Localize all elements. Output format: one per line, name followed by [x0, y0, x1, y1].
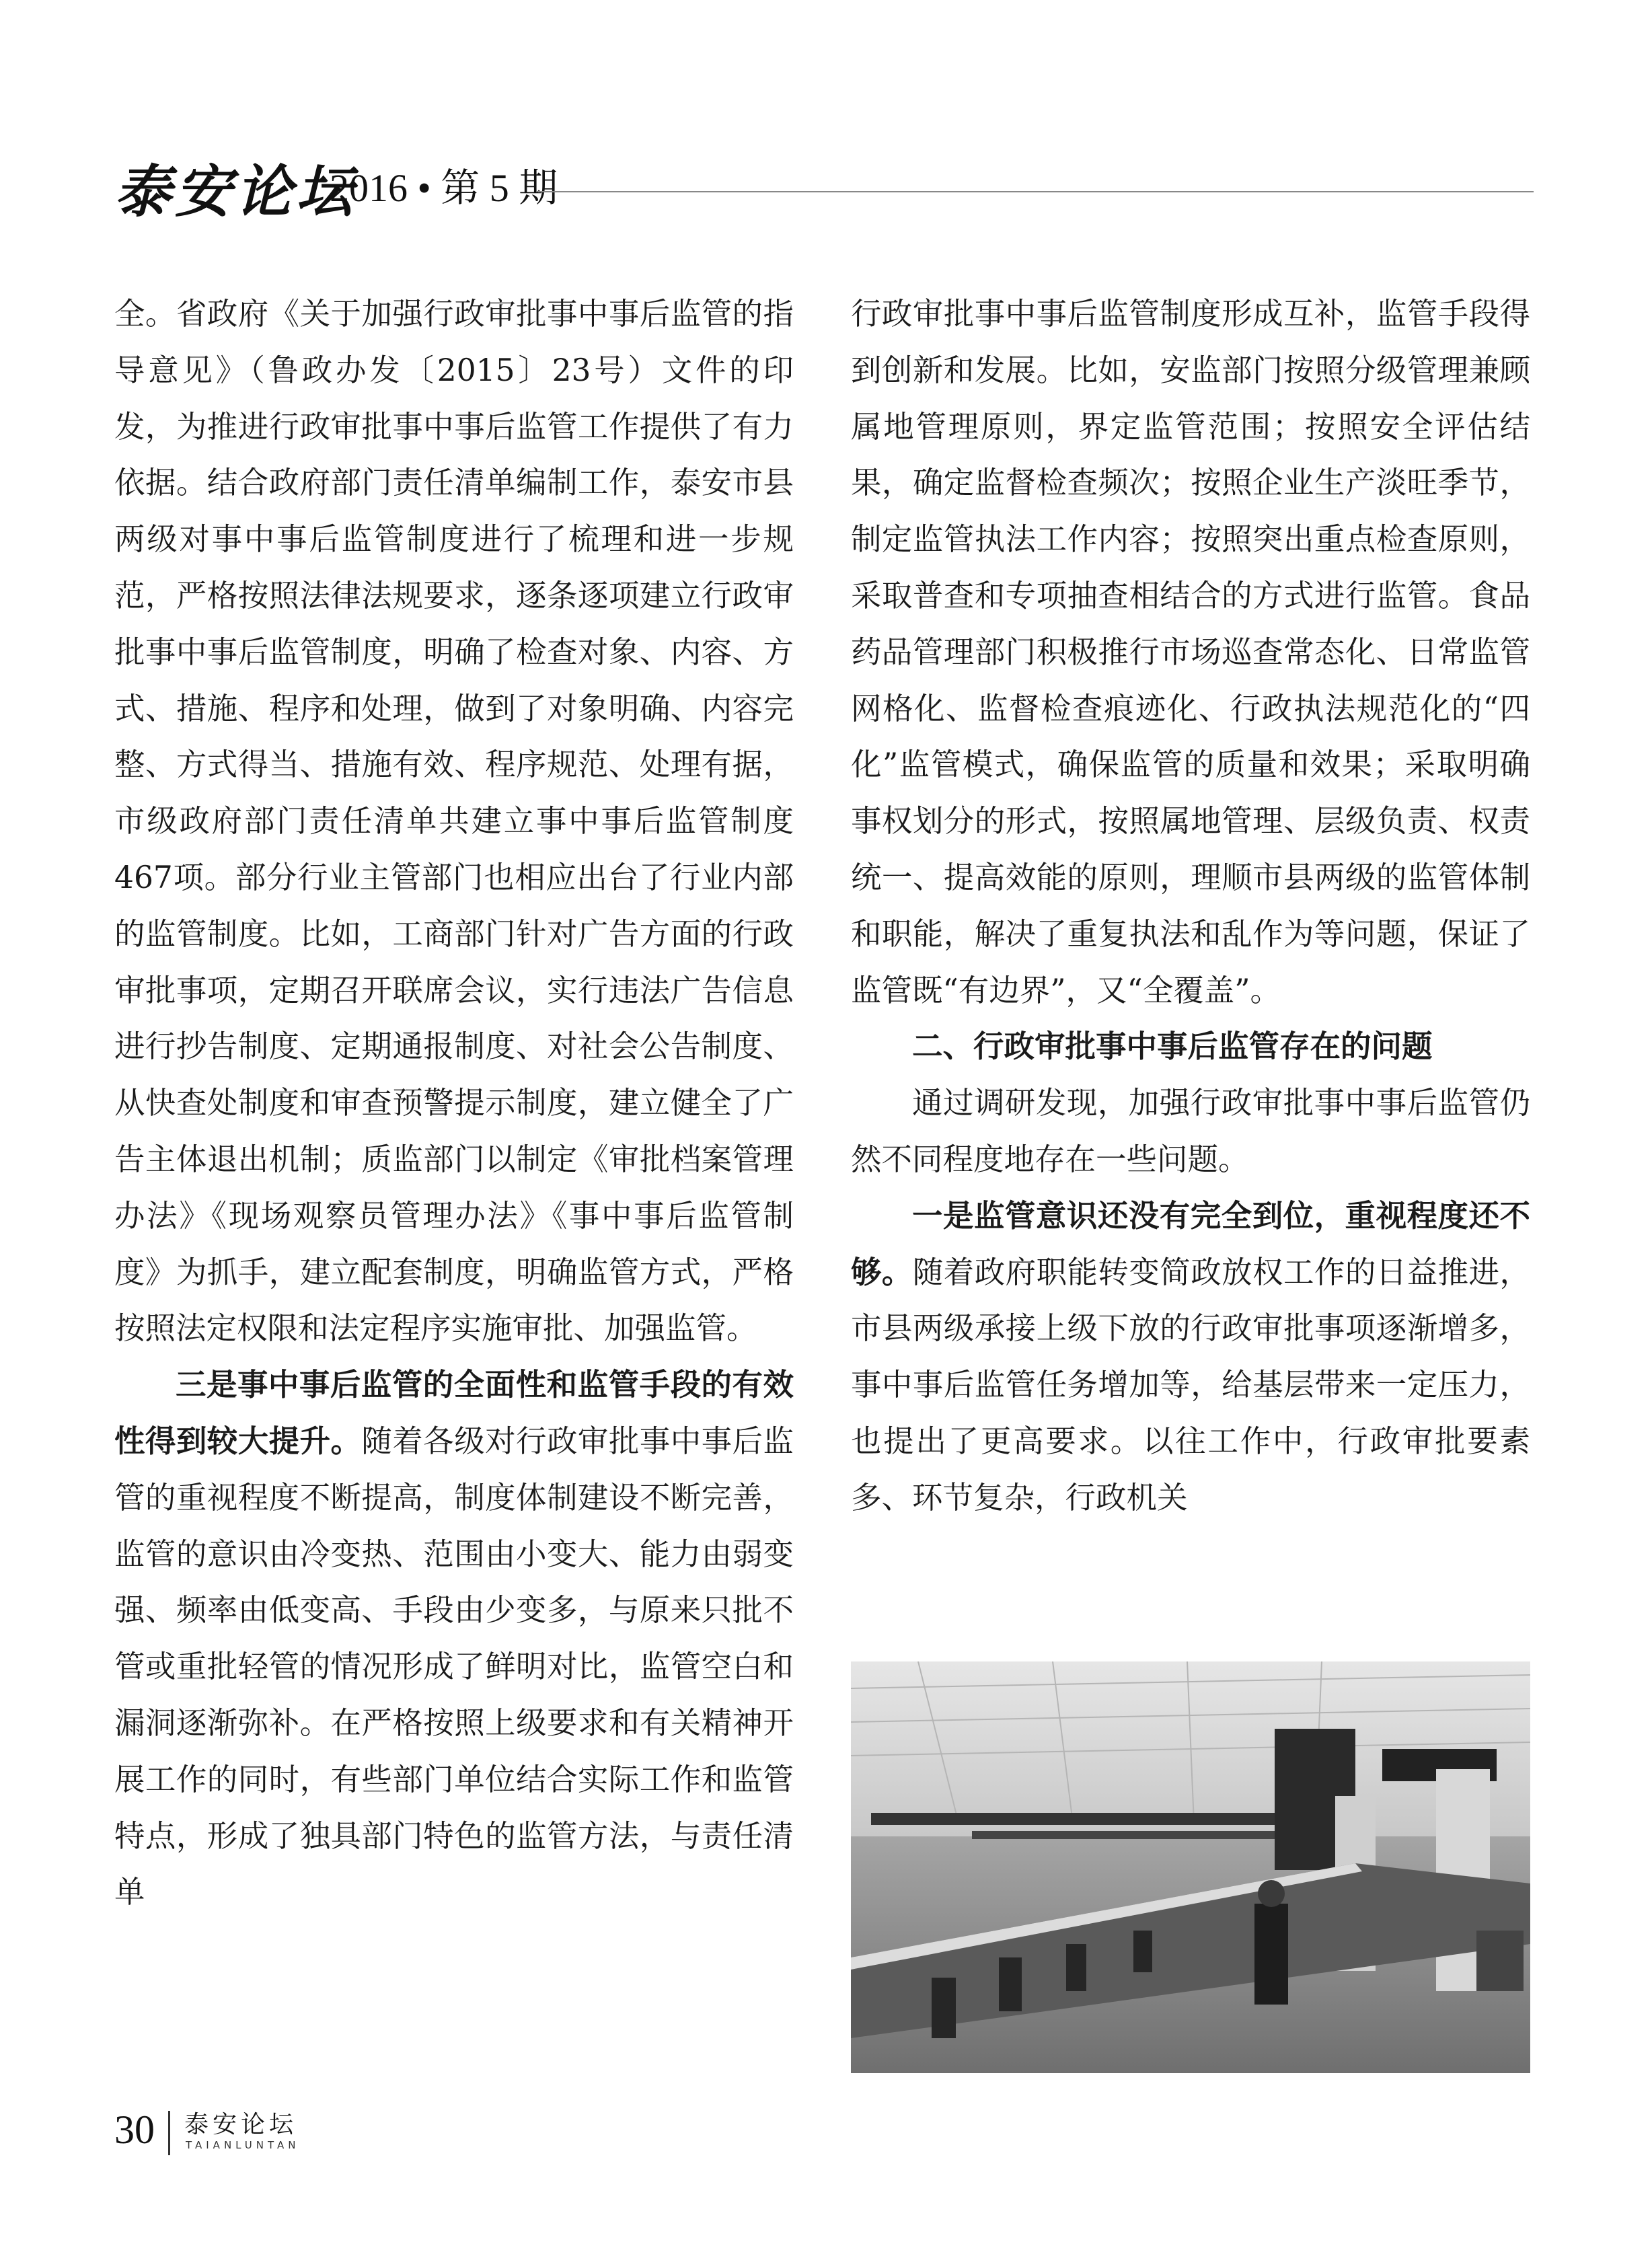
right-column — [851, 286, 1530, 1526]
section-heading: 二、行政审批事中事后监管存在的问题 — [912, 1028, 1433, 1065]
right-paragraph-3-body: 随着政府职能转变简政放权工作的日益推进，市县两级承接上级下放的行政审批事项逐渐增多，事中事后监管任务增加等，给基层带来一定压力，也提出了更高要求。以往工作中，行政审批要素多、环节复杂，行政机关 — [851, 1254, 1530, 1516]
page-header — [108, 135, 1534, 225]
issue-label: 2016 • 第 5 期 — [330, 166, 558, 210]
header-rule — [538, 191, 1534, 192]
left-column — [114, 286, 794, 1920]
left-paragraph-2-lead: 三是事中事后监管的全面性和监管手段的有效性得到较大提升。 — [114, 1366, 794, 1459]
footer-divider — [168, 2111, 170, 2155]
page-footer — [114, 2105, 518, 2166]
page-number: 30 — [114, 2107, 155, 2152]
left-paragraph-2-body: 随着各级对行政审批事中事后监管的重视程度不断提高，制度体制建设不断完善，监管的意识由冷变热、范围由小变大、能力由弱变强、频率由低变高、手段由少变多，与原来只批不管或重批轻管的情况形成了鲜明对比，监管空白和漏洞逐渐弥补。在严格按照上级要求和有关精神开展工作的同时，有些部门单位结合实际工作和监管特点，形成了独具部门特色的监管方法，与责任清单 — [114, 1423, 794, 1910]
service-hall-photo — [851, 1661, 1530, 2073]
right-paragraph-1: 行政审批事中事后监管制度形成互补，监管手段得到创新和发展。比如，安监部门按照分级管理兼顾属地管理原则，界定监管范围；按照安全评估结果，确定监督检查频次；按照企业生产淡旺季节，制定监管执法工作内容；按照突出重点检查原则，采取普查和专项抽查相结合的方式进行监管。食品药品管理部门积极推行市场巡查常态化、日常监管网格化、监督检查痕迹化、行政执法规范化的“四化”监管模式，确保监管的质量和效果；采取明确事权划分的形式，按照属地管理、层级负责、权责统一、提高效能的原则，理顺市县两级的监管体制和职能，解决了重复执法和乱作为等问题，保证了监管既“有边界”，又“全覆盖”。 — [851, 296, 1530, 1008]
left-paragraph-1: 全。省政府《关于加强行政审批事中事后监管的指导意见》（鲁政办发〔2015〕23号）文件的印发，为推进行政审批事中事后监管工作提供了有力依据。结合政府部门责任清单编制工作，泰安市县两级对事中事后监管制度进行了梳理和进一步规范，严格按照法律法规要求，逐条逐项建立行政审批事中事后监管制度，明确了检查对象、内容、方式、措施、程序和处理，做到了对象明确、内容完整、方式得当、措施有效、程序规范、处理有据，市级政府部门责任清单共建立事中事后监管制度467项。部分行业主管部门也相应出台了行业内部的监管制度。比如，工商部门针对广告方面的行政审批事项，定期召开联席会议，实行违法广告信息进行抄告制度、定期通报制度、对社会公告制度、从快查处制度和审查预警提示制度，建立健全了广告主体退出机制；质监部门以制定《审批档案管理办法》《现场观察员管理办法》《事中事后监管制度》为抓手，建立配套制度，明确监管方式，严格按照法定权限和法定程序实施审批、加强监管。 — [114, 296, 794, 1347]
right-paragraph-2: 通过调研发现，加强行政审批事中事后监管仍然不同程度地存在一些问题。 — [851, 1085, 1530, 1177]
service-hall-illustration — [851, 1661, 1530, 2073]
right-paragraph-3-lead: 一是监管意识还没有完全到位，重视程度还不够。 — [851, 1197, 1530, 1290]
journal-brand: 泰安论坛 — [114, 158, 357, 225]
right-paragraph-3 — [851, 1188, 1530, 1526]
footer-pinyin: TAIANLUNTAN — [186, 2139, 300, 2151]
footer-title: 泰安论坛 — [184, 2111, 298, 2138]
left-paragraph-2 — [114, 1357, 794, 1920]
